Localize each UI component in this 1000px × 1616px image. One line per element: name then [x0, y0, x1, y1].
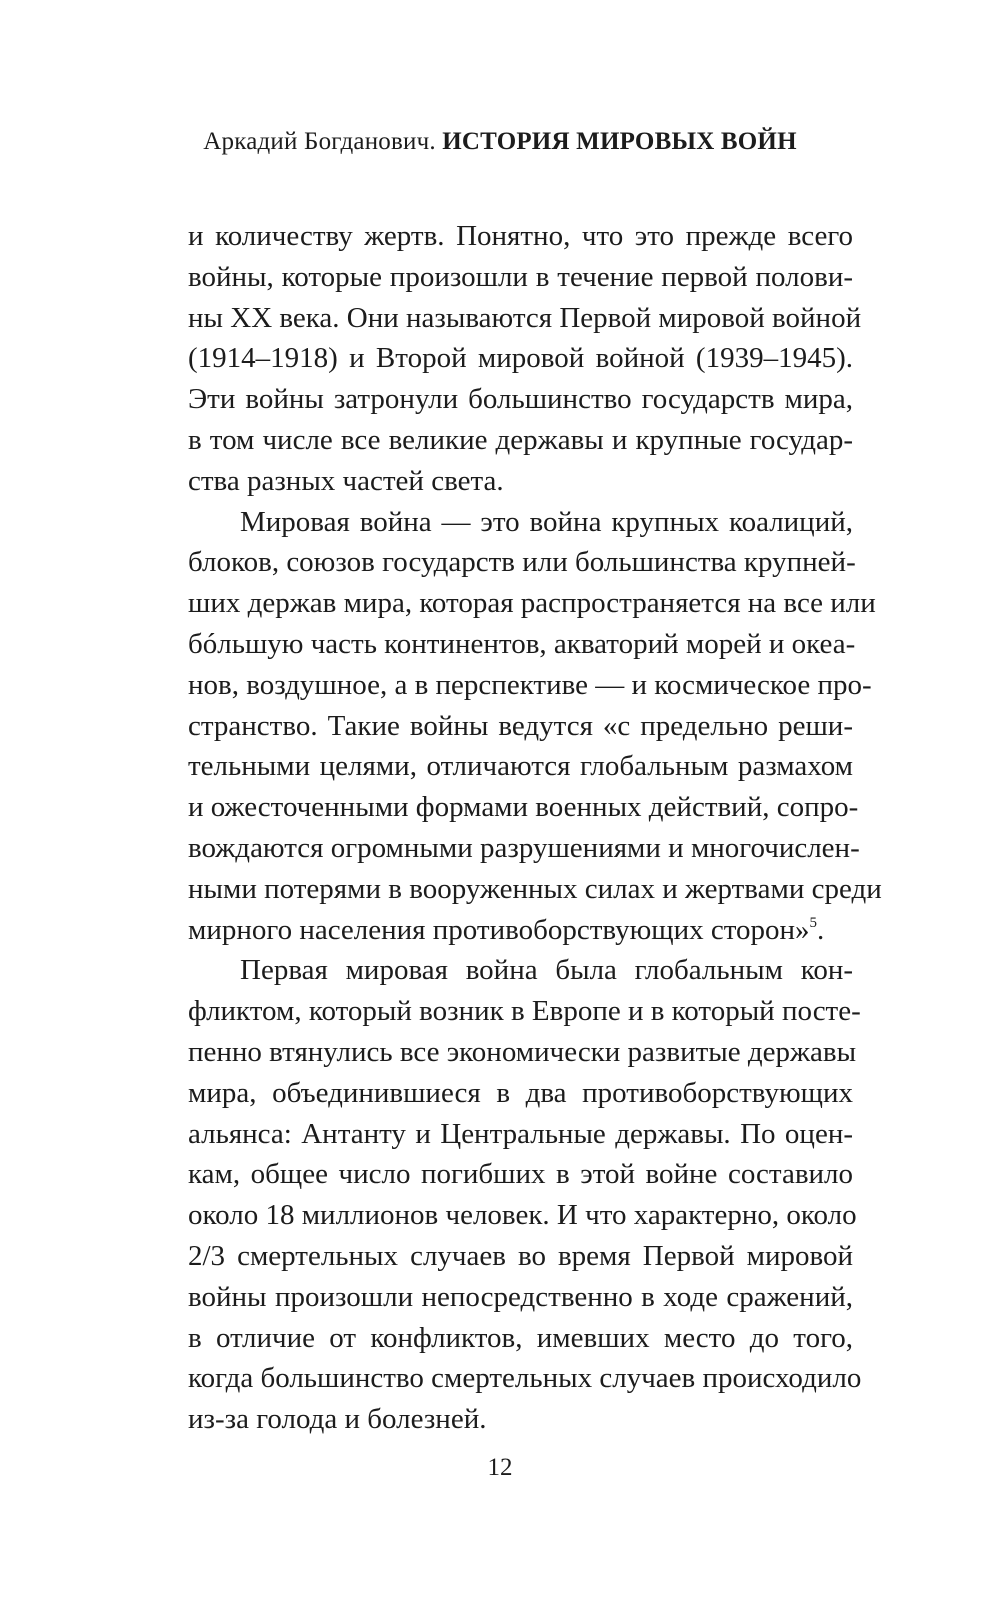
page-number: 12 — [487, 1454, 513, 1481]
text-line: (1914–1918) и Второй мировой войной (1939–1945). — [188, 342, 853, 375]
text-line: ших держав мира, которая распространяется на все или — [188, 587, 876, 620]
paragraph-3 — [188, 950, 862, 1440]
text-line: Эти войны затронули большинство государств мира, — [188, 383, 853, 416]
running-header — [0, 128, 1000, 156]
text-line: когда большинство смертельных случаев происходило — [188, 1362, 862, 1395]
text-line: блоков, союзов государств или большинства крупней- — [188, 546, 856, 579]
text-line: бóльшую часть континентов, акваторий морей и океа- — [188, 627, 856, 660]
text-line: ны XX века. Они называются Первой мировой войной — [188, 301, 862, 334]
text-line: в том числе все великие державы и крупные государ- — [188, 423, 853, 456]
text-line-with-footnote — [188, 910, 853, 951]
text-line: вождаются огромными разрушениями и многочислен- — [188, 831, 860, 864]
body-text — [188, 216, 882, 1440]
text-line: в отличие от конфликтов, имевших место до того, — [188, 1321, 853, 1354]
text-line: войны произошли непосредственно в ходе сражений, — [188, 1280, 853, 1313]
text-line: странство. Такие войны ведутся «с предельно реши- — [188, 709, 853, 742]
text-line: ства разных частей света. — [188, 464, 504, 497]
header-book-title: ИСТОРИЯ МИРОВЫХ ВОЙН — [442, 128, 797, 155]
text-line: мира, объединившиеся в два противоборствующих — [188, 1076, 853, 1109]
text-line: Мировая война — это война крупных коалиций, — [240, 505, 853, 538]
text-line: кам, общее число погибших в этой войне составило — [188, 1158, 853, 1191]
text-line: 2/3 смертельных случаев во время Первой мировой — [188, 1239, 853, 1272]
text-line: и ожесточенными формами военных действий, сопро- — [188, 791, 859, 824]
text-line: нов, воздушное, а в перспективе — и космическое про- — [188, 668, 872, 701]
paragraph-2 — [188, 502, 882, 951]
sentence-end: . — [817, 913, 825, 946]
footnote-ref: 5 — [809, 914, 818, 931]
text-line: пенно втянулись все экономически развитые державы — [188, 1035, 857, 1068]
text-line: фликтом, который возник в Европе и в который посте- — [188, 995, 861, 1028]
text-line-content: мирного населения противоборствующих сторон» — [188, 913, 810, 946]
text-line: войны, которые произошли в течение первой полови- — [188, 260, 853, 293]
paragraph-1 — [188, 216, 862, 502]
text-line: Первая мировая война была глобальным кон- — [240, 954, 853, 987]
text-line: около 18 миллионов человек. И что характерно, около — [188, 1199, 857, 1232]
text-line: из-за голода и болезней. — [188, 1403, 487, 1436]
text-line: альянса: Антанту и Центральные державы. По оцен- — [188, 1117, 853, 1150]
text-line: тельными целями, отличаются глобальным размахом — [188, 750, 853, 783]
header-author: Аркадий Богданович. — [203, 128, 436, 155]
text-line: и количеству жертв. Понятно, что это прежде всего — [188, 220, 853, 252]
text-line: ными потерями в вооруженных силах и жертвами среди — [188, 872, 882, 905]
